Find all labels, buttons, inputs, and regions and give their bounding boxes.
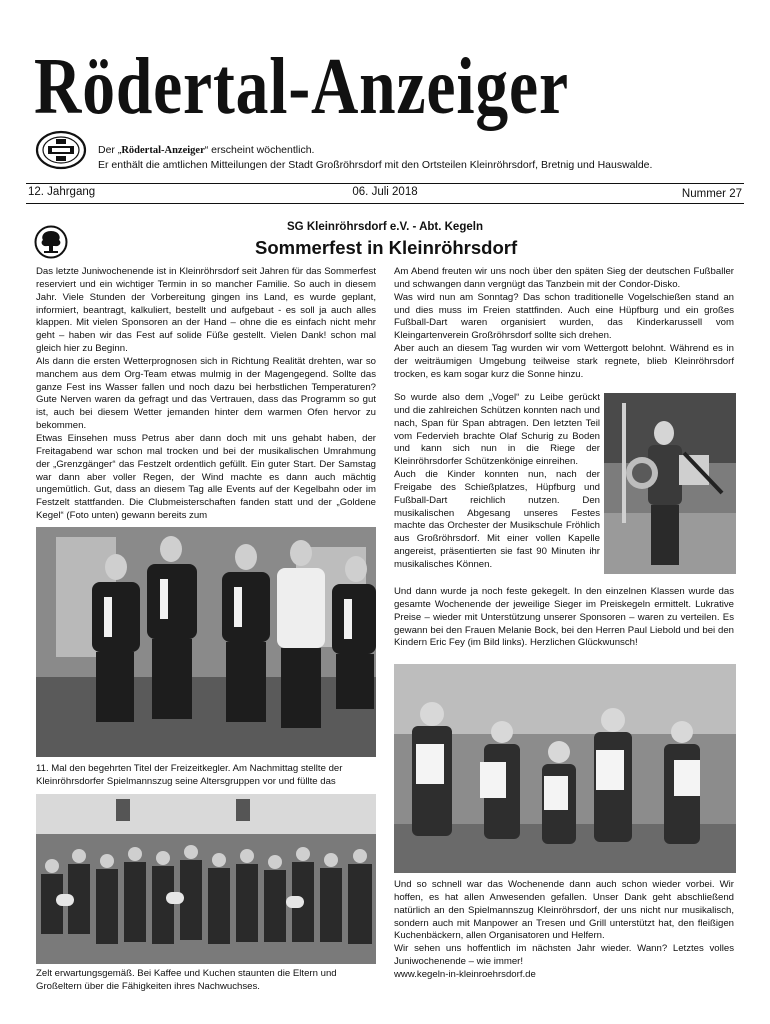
club-name: SG Kleinröhrsdorf e.V. - Abt. Kegeln: [287, 221, 483, 233]
right-column-narrow: [394, 392, 600, 572]
paragraph: Am Abend freuten wir uns noch über den späten Sieg der deutschen Fußballer und schwangen dann vergnügt das Tanzbein mit der Condor-Disko.: [394, 266, 734, 290]
right-column-top: [394, 266, 734, 382]
paragraph: Und dann wurde ja noch feste gekegelt. In den einzelnen Klassen wurde das gesamte Wochenende der jeweilige Sieger im Preiskegeln ermittelt. Lukrative Preise – wieder mit Unterstützung unserer Sponsoren – waren zu verteilen. Es gewann bei den Frauen Melanie Bock, bei den Herren Paul Liebold und bei den Kindern Eric Fey (im Bild links). Herzlichen Glückwunsch!: [394, 586, 734, 649]
paragraph: Als dann die ersten Wetterprognosen sich in Richtung Realität drehten, war so manchem aus dem Org-Team etwas mulmig in der Magengegend. Sollte das ganze Fest ins Wasser fallen und noch dazu bei herbstlichen Temperaturen? Gute Nerven waren da gefragt und das Vertrauen, dass das Programm so gut ist, auch bei diesem Wetter jemanden hinter dem warmen Ofen hervor zu bekommen.: [36, 355, 376, 432]
paragraph: Und so schnell war das Wochenende dann auch schon wieder vorbei. Wir hoffen, es hat allen Anwesenden gefallen. Unser Dank geht abschließend natürlich an den Spielmannszug Kleinröhrsdorf, der uns nicht nur musikalisch, sondern auch mit Manpower an Tresen und Grill unterstützt hat, den fleißigen Kuchenbäckern, allen Organisatoren und Helfern.: [394, 879, 734, 942]
issue-date: 06. Juli 2018: [352, 186, 418, 198]
shooting-king-photo: [604, 393, 736, 574]
rule-top: [26, 183, 744, 184]
article-headline: Sommerfest in Kleinröhrsdorf: [255, 237, 518, 258]
website-link[interactable]: www.kegeln-in-kleinroehrsdorf.de: [394, 968, 536, 980]
right-column-bottom: [394, 879, 734, 982]
paragraph: Wir sehen uns hoffentlich im nächsten Jahr wieder. Wann? Letztes volles Juniwochenende – wie immer!: [394, 943, 734, 968]
caption-2: Zelt erwartungsgemäß. Bei Kaffee und Kuchen staunten die Eltern und Großeltern über die Fähigkeiten ihres Nachwuchses.: [36, 968, 337, 992]
paragraph: Was wird nun am Sonntag? Das schon traditionelle Vogelschießen stand an und dies muss im Freien stattfinden. Auch eine Hüpfburg und ein großes Fußball-Dart waren organisiert wurden, das Kinderkarussell vom Kleingartenverein Großröhrsdorf sollte sich drehen.: [394, 291, 734, 342]
right-column-mid: [394, 586, 734, 650]
issue-number: Nummer 27: [681, 188, 742, 200]
paragraph: Auch die Kinder konnten nun, nach der Freigabe des Schießplatzes, Hüpfburg und Fußball-Dart reichlich nutzen. Den musikalischen Abgesang unseres Festes machte das Orchester der Musikschule Fröhlich aus Großröhrsdorf. Mit einer vollen Kapelle angereist, präsentierten sie fast 90 Minuten ihr musikalisches Können.: [394, 469, 600, 570]
paragraph: So wurde also dem „Vogel“ zu Leibe gerückt und die zahlreichen Schützen konnten nach und nach, Span für Span abtragen. Den letzten Teil vom Federvieh brachte Olaf Schurig zu Boden und kann sich nun in die Riege der Kleinröhrsdorfer Schützenkönige einreihen.: [394, 392, 600, 468]
left-column-text: [36, 266, 376, 523]
masthead-title: Rödertal-Anzeiger: [34, 43, 569, 131]
issue-volume: 12. Jahrgang: [28, 186, 96, 198]
caption-1: 11. Mal den begehrten Titel der Freizeitkegler. Am Nachmittag stellte der Kleinröhrsdorfer Spielmannszug seine Altersgruppen vor und füllte das: [36, 763, 343, 787]
masthead-intro: Der „Rödertal-Anzeiger“ erscheint wöchentlich. Er enthält die amtlichen Mitteilungen der Stadt Großröhrsdorf mit den Ortsteilen Kleinröhrsdorf, Bretnig und Hauswalde.: [98, 143, 748, 172]
paragraph: Etwas Einsehen muss Petrus aber dann doch mit uns gehabt haben, der Freitagabend war schon mal trocken und bei der musikalischen Umrahmung der „Grenzgänger“ das Festzelt ordentlich gefüllt. Ein guter Start. Der Samstag war dann aber voller Regen, der Wind machte es dann auch mächtig ungemütlich. Gut, dass an diesem Tag alle Events auf der Kegelbahn oder im Festzelt stattfanden. Die Clubmeisterschaften fanden statt und der „Goldene Kegel“ (Foto unten) gewann bereits zum: [36, 432, 376, 522]
paragraph: Aber auch an diesem Tag wurden wir vom Wettergott belohnt. Während es in der weiträumigen Umgebung teilweise stark regnete, blieb Kleinröhrsdorf trocken, es kam sogar kurz die Sonne hinzu.: [394, 343, 734, 380]
paragraph: Das letzte Juniwochenende ist in Kleinröhrsdorf seit Jahren für das Sommerfest reserviert und ein wichtiger Termin in so mancher Familie. So auch in diesem Jahr. Viele Stunden der Vorbereitung gingen ins Land, es wurde geplant, informiert, beantragt, kalkuliert, bestellt und aufgebaut - es soll ja auch alles klappen. Mit vielen Sponsoren an der Hand – ohne die es einfach nicht mehr geht – haben wir das Fest auf solide Füße gestellt. Vielen Dank! schon mal gleich hier zu Beginn.: [36, 266, 376, 355]
rule-bottom: [26, 203, 744, 204]
marching-band-photo: [36, 794, 376, 964]
city-crest-icon: [34, 130, 88, 170]
intro-line-2: Er enthält die amtlichen Mitteilungen der Stadt Großröhrsdorf mit den Ortsteilen Kleinröhrsdorf, Bretnig und Hauswalde.: [98, 159, 653, 171]
tree-emblem-icon: [34, 225, 68, 259]
paper-name: Rödertal-Anzeiger: [121, 145, 205, 156]
kids-winners-photo: [394, 664, 736, 873]
bowling-team-photo: [36, 527, 376, 757]
